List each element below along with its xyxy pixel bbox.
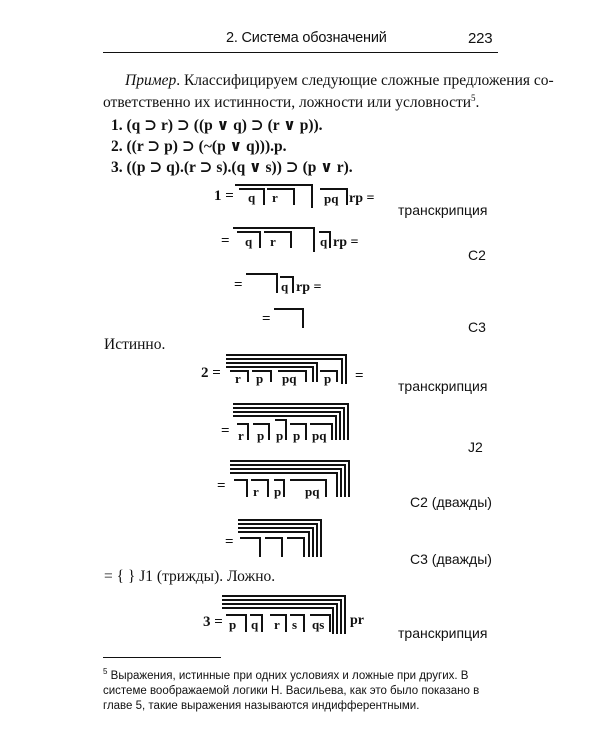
d2-row3-lead: = bbox=[217, 478, 226, 494]
d1-row3-lead: = bbox=[234, 277, 243, 293]
d1-row2-lead: = bbox=[221, 233, 230, 249]
d1-row3-tail: rp = bbox=[296, 280, 322, 295]
d2-row4-lead: = bbox=[225, 534, 234, 550]
d3-row1-tail: pr bbox=[350, 613, 364, 628]
d1-row2-l1: q bbox=[245, 234, 253, 249]
d2-row2-l1: r bbox=[238, 428, 244, 443]
footnote-marker: 5 bbox=[471, 93, 476, 103]
intro-text-2-end: . bbox=[475, 94, 480, 112]
d2-row1-note: транскрипция bbox=[398, 378, 488, 394]
d1-row1-l1: q bbox=[248, 190, 256, 205]
formula-2-number: 2. bbox=[111, 138, 123, 155]
d3-row1-l3: r bbox=[274, 617, 280, 632]
running-header-chapter: 2. Система обозначений bbox=[226, 30, 387, 46]
d2-row2-lead: = bbox=[221, 423, 230, 439]
d1-row4-lead: = bbox=[262, 311, 271, 327]
d2-row2-l4: p bbox=[293, 428, 301, 443]
intro-label: Пример bbox=[125, 72, 177, 89]
d2-row2-l5: pq bbox=[312, 428, 327, 443]
d2-row2-l2: p bbox=[257, 428, 265, 443]
footnote bbox=[103, 664, 498, 714]
d2-row4-note: C3 (дважды) bbox=[410, 551, 492, 567]
formula-1-number: 1. bbox=[111, 117, 123, 134]
d2-row2-l3: p bbox=[276, 428, 284, 443]
d1-row4-note: C3 bbox=[468, 319, 486, 335]
d3-row1-l5: qs bbox=[312, 617, 325, 632]
d1-row3-l1: q bbox=[281, 279, 289, 294]
d1-row2-tail: rp = bbox=[333, 235, 359, 250]
d2-row3-l2: p bbox=[274, 484, 282, 499]
d3-row1-note: транскрипция bbox=[398, 625, 488, 641]
d1-row1-l3: pq bbox=[324, 191, 339, 206]
formula-3-number: 3. bbox=[111, 159, 123, 176]
intro-text-2: ответственно их истинности, ложности или условности bbox=[103, 94, 472, 112]
d1-row2-note: C2 bbox=[468, 247, 486, 263]
d1-row1-tail: rp = bbox=[349, 191, 375, 206]
footnote-number: 5 bbox=[103, 667, 108, 676]
d2-row1-tail: = bbox=[355, 368, 364, 384]
footnote-rule bbox=[103, 657, 221, 658]
formula-1-text: (q ⊃ r) ⊃ ((p ∨ q) ⊃ (r ∨ p)). bbox=[122, 117, 323, 134]
d1-row1-note: транскрипция bbox=[398, 202, 488, 218]
d1-row1-lead: 1 = bbox=[214, 188, 234, 204]
d1-row2-l3: q bbox=[320, 234, 328, 249]
intro-text-1: . Классифицируем следующие сложные предложения со- bbox=[176, 72, 554, 89]
d3-row1-l2: q bbox=[251, 617, 259, 632]
page-number: 223 bbox=[468, 30, 493, 47]
d1-row1-l2: r bbox=[272, 190, 278, 205]
formula-3-text: ((p ⊃ q).(r ⊃ s).(q ∨ s)) ⊃ (p ∨ r). bbox=[122, 159, 353, 176]
d2-row1-l1: r bbox=[235, 371, 241, 386]
d3-row1-l1: p bbox=[229, 617, 237, 632]
verdict-1: Истинно. bbox=[104, 336, 166, 353]
d2-row1-l3: pq bbox=[282, 371, 297, 386]
d2-row3-l1: r bbox=[253, 484, 259, 499]
formula-2-text: ((r ⊃ p) ⊃ (~(p ∨ q))).p. bbox=[122, 138, 287, 155]
d2-row2-note: J2 bbox=[468, 439, 483, 455]
d2-row1-l4: p bbox=[324, 371, 332, 386]
d3-row1-l4: s bbox=[292, 617, 298, 632]
d2-row1-lead: 2 = bbox=[201, 365, 221, 381]
d2-row3-note: C2 (дважды) bbox=[410, 494, 492, 510]
d1-row2-l2: r bbox=[270, 234, 276, 249]
d3-row1-lead: 3 = bbox=[203, 614, 223, 630]
d2-row3-l3: pq bbox=[305, 484, 320, 499]
verdict-2-text: = { } J1 (трижды). Ложно. bbox=[104, 568, 276, 585]
footnote-text: Выражения, истинные при одних условиях и ложные при других. В системе воображаемой логики Н. Васильева, как это было показано в главе 5, такие выражения называются индифферентными. bbox=[103, 669, 480, 712]
d2-row1-l2: p bbox=[256, 371, 264, 386]
